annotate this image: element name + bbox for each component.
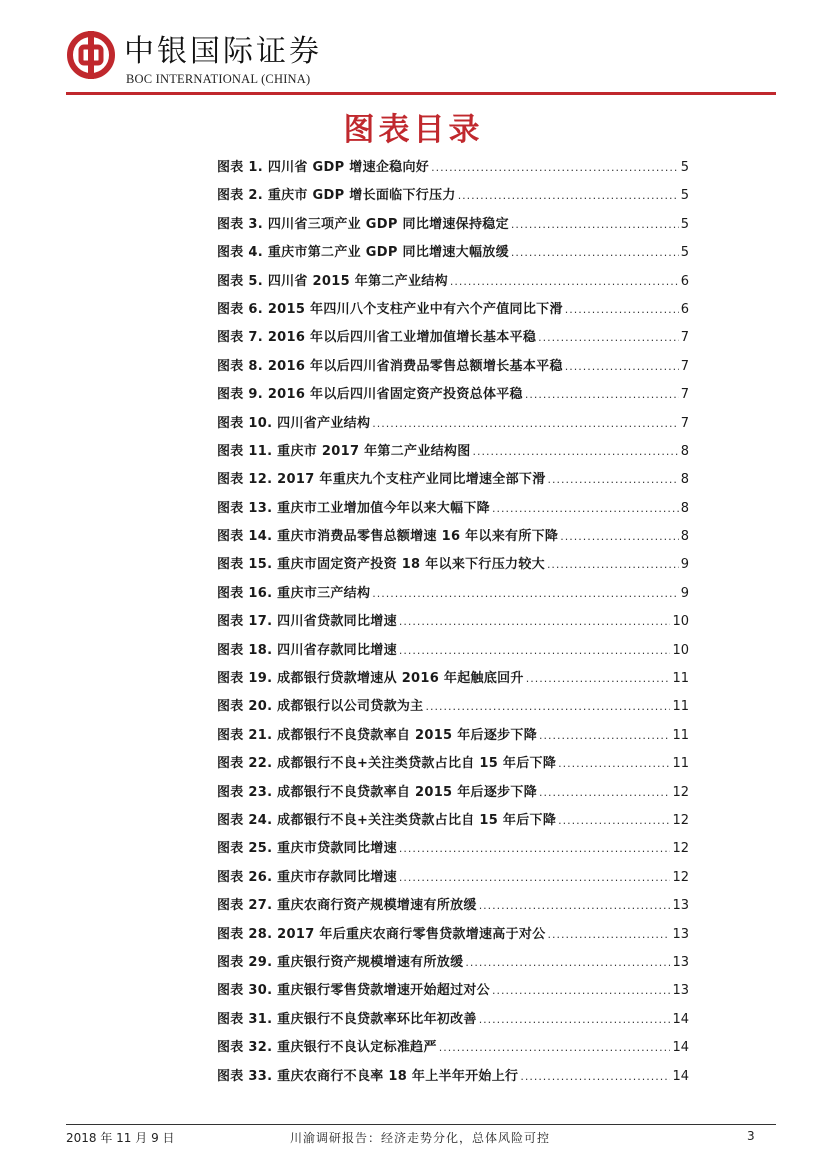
- toc-item[interactable]: [217, 440, 689, 468]
- footer-report-title: 川渝调研报告：经济走势分化，总体风险可控: [290, 1131, 551, 1145]
- toc-dot-leader: [425, 700, 670, 713]
- toc-dot-leader: [511, 218, 679, 231]
- toc-dot-leader: [431, 161, 679, 174]
- toc-item-page: 13: [672, 954, 689, 970]
- toc-item-page: 7: [680, 358, 689, 374]
- toc-item[interactable]: [217, 412, 689, 440]
- toc-item-page: 13: [672, 926, 689, 942]
- toc-item-label: 图表 15. 重庆市固定资产投资 18 年以来下行压力较大: [217, 557, 545, 573]
- toc-item-label: 图表 31. 重庆银行不良贷款率环比年初改善: [217, 1011, 477, 1027]
- header-divider: [66, 92, 776, 95]
- toc-item[interactable]: [217, 837, 689, 865]
- toc-item-page: 14: [672, 1068, 689, 1084]
- toc-dot-leader: [558, 757, 670, 770]
- toc-item[interactable]: [217, 923, 689, 951]
- toc-item[interactable]: [217, 213, 689, 241]
- toc-dot-leader: [565, 303, 679, 316]
- brand-name-en: BOC INTERNATIONAL (CHINA): [126, 72, 311, 86]
- toc-dot-leader: [511, 246, 679, 259]
- toc-item-page: 9: [680, 585, 689, 601]
- toc-item-page: 7: [680, 330, 689, 346]
- brand-name-cn: 中银国际证券: [124, 34, 322, 69]
- toc-dot-leader: [565, 360, 679, 373]
- toc-item-page: 6: [680, 273, 689, 289]
- toc-item[interactable]: [217, 582, 689, 610]
- toc-item-label: 图表 2. 重庆市 GDP 增长面临下行压力: [217, 188, 456, 204]
- toc-item-label: 图表 21. 成都银行不良贷款率自 2015 年后逐步下降: [217, 727, 538, 743]
- toc-item-label: 图表 25. 重庆市贷款同比增速: [217, 841, 397, 857]
- toc-dot-leader: [526, 672, 671, 685]
- footer-date: 2018 年 11 月 9 日: [66, 1131, 175, 1145]
- toc-item[interactable]: [217, 326, 689, 354]
- toc-item[interactable]: [217, 355, 689, 383]
- toc-item[interactable]: [217, 951, 689, 979]
- toc-dot-leader: [538, 331, 679, 344]
- toc-item[interactable]: [217, 809, 689, 837]
- toc-item-label: 图表 13. 重庆市工业增加值今年以来大幅下降: [217, 500, 490, 516]
- toc-item-page: 13: [672, 983, 689, 999]
- toc-dot-leader: [450, 275, 679, 288]
- toc-dot-leader: [548, 473, 679, 486]
- toc-item[interactable]: [217, 894, 689, 922]
- toc-item-page: 5: [680, 160, 689, 175]
- toc-dot-leader: [539, 729, 670, 742]
- toc-item-label: 图表 28. 2017 年后重庆农商行零售贷款增速高于对公: [217, 926, 546, 942]
- toc-item-page: 5: [680, 245, 689, 261]
- toc-item-label: 图表 6. 2015 年四川八个支柱产业中有六个产值同比下滑: [217, 301, 563, 317]
- toc-item[interactable]: [217, 156, 689, 184]
- toc-item[interactable]: [217, 1036, 689, 1064]
- toc-dot-leader: [558, 814, 670, 827]
- toc-dot-leader: [547, 558, 679, 571]
- toc-item[interactable]: [217, 781, 689, 809]
- toc-item-label: 图表 9. 2016 年以后四川省固定资产投资总体平稳: [217, 387, 523, 403]
- toc-dot-leader: [479, 1013, 671, 1026]
- toc-item[interactable]: [217, 979, 689, 1007]
- toc-dot-leader: [539, 786, 670, 799]
- toc-item-page: 10: [672, 642, 689, 658]
- toc-dot-leader: [525, 388, 679, 401]
- toc-item-page: 14: [672, 1040, 689, 1056]
- toc-item-label: 图表 4. 重庆市第二产业 GDP 同比增速大幅放缓: [217, 245, 509, 261]
- toc-dot-leader: [399, 871, 671, 884]
- toc-item-label: 图表 3. 四川省三项产业 GDP 同比增速保持稳定: [217, 216, 509, 232]
- toc-item-label: 图表 19. 成都银行贷款增速从 2016 年起触底回升: [217, 671, 524, 687]
- toc-item-page: 12: [672, 869, 689, 885]
- toc-item-label: 图表 14. 重庆市消费品零售总额增速 16 年以来有所下降: [217, 529, 559, 545]
- toc-item[interactable]: [217, 184, 689, 212]
- toc-item-label: 图表 27. 重庆农商行资产规模增速有所放缓: [217, 898, 477, 914]
- toc-item[interactable]: [217, 525, 689, 553]
- toc-item-label: 图表 20. 成都银行以公司贷款为主: [217, 699, 424, 715]
- table-of-figures: [217, 156, 689, 1093]
- toc-item-label: 图表 12. 2017 年重庆九个支柱产业同比增速全部下滑: [217, 472, 546, 488]
- toc-item-page: 5: [680, 216, 689, 232]
- toc-dot-leader: [473, 445, 679, 458]
- toc-item-label: 图表 18. 四川省存款同比增速: [217, 642, 397, 658]
- toc-dot-leader: [439, 1041, 671, 1054]
- toc-item-page: 13: [672, 898, 689, 914]
- toc-item-page: 8: [680, 529, 689, 545]
- toc-item-label: 图表 23. 成都银行不良贷款率自 2015 年后逐步下降: [217, 784, 538, 800]
- toc-item-label: 图表 17. 四川省贷款同比增速: [217, 614, 397, 630]
- toc-item[interactable]: [217, 270, 689, 298]
- toc-item[interactable]: [217, 866, 689, 894]
- toc-item-label: 图表 29. 重庆银行资产规模增速有所放缓: [217, 954, 464, 970]
- page-title: 图表目录: [343, 112, 484, 148]
- toc-dot-leader: [492, 984, 670, 997]
- toc-dot-leader: [560, 530, 678, 543]
- toc-dot-leader: [479, 899, 671, 912]
- toc-item-label: 图表 11. 重庆市 2017 年第二产业结构图: [217, 443, 471, 459]
- toc-item-page: 12: [672, 784, 689, 800]
- toc-item-label: 图表 22. 成都银行不良+关注类贷款占比自 15 年后下降: [217, 756, 557, 772]
- toc-item-label: 图表 24. 成都银行不良+关注类贷款占比自 15 年后下降: [217, 812, 557, 828]
- toc-dot-leader: [372, 417, 678, 430]
- toc-dot-leader: [372, 587, 678, 600]
- toc-item-label: 图表 7. 2016 年以后四川省工业增加值增长基本平稳: [217, 330, 537, 346]
- footer-divider: [66, 1124, 776, 1125]
- toc-item-label: 图表 1. 四川省 GDP 增速企稳向好: [217, 160, 430, 175]
- footer-page-number: 3: [747, 1129, 755, 1143]
- toc-item[interactable]: [217, 298, 689, 326]
- toc-item-page: 12: [672, 812, 689, 828]
- toc-item-page: 7: [680, 415, 689, 431]
- toc-item-label: 图表 5. 四川省 2015 年第二产业结构: [217, 273, 448, 289]
- toc-item-page: 11: [672, 727, 689, 743]
- page-header: [66, 30, 776, 96]
- toc-item-page: 8: [680, 472, 689, 488]
- toc-item-label: 图表 8. 2016 年以后四川省消费品零售总额增长基本平稳: [217, 358, 563, 374]
- toc-dot-leader: [492, 502, 679, 515]
- toc-item[interactable]: [217, 695, 689, 723]
- toc-item-page: 8: [680, 443, 689, 459]
- toc-dot-leader: [465, 956, 670, 969]
- toc-item[interactable]: [217, 1065, 689, 1093]
- toc-item[interactable]: [217, 1008, 689, 1036]
- toc-item-page: 11: [672, 699, 689, 715]
- toc-item-page: 11: [672, 671, 689, 687]
- toc-item[interactable]: [217, 383, 689, 411]
- toc-item[interactable]: [217, 610, 689, 638]
- toc-dot-leader: [399, 615, 671, 628]
- boc-logo-icon: [66, 30, 116, 80]
- toc-item[interactable]: [217, 639, 689, 667]
- toc-item-page: 8: [680, 500, 689, 516]
- toc-item[interactable]: [217, 752, 689, 780]
- toc-dot-leader: [458, 189, 679, 202]
- toc-item[interactable]: [217, 468, 689, 496]
- toc-item[interactable]: [217, 553, 689, 581]
- toc-item-label: 图表 10. 四川省产业结构: [217, 415, 371, 431]
- toc-item[interactable]: [217, 667, 689, 695]
- toc-dot-leader: [520, 1070, 670, 1083]
- toc-item-page: 10: [672, 614, 689, 630]
- toc-dot-leader: [548, 928, 671, 941]
- toc-item-page: 12: [672, 841, 689, 857]
- toc-item-label: 图表 26. 重庆市存款同比增速: [217, 869, 397, 885]
- toc-dot-leader: [399, 644, 671, 657]
- toc-item-page: 9: [680, 557, 689, 573]
- toc-item-label: 图表 16. 重庆市三产结构: [217, 585, 371, 601]
- toc-item-page: 14: [672, 1011, 689, 1027]
- toc-dot-leader: [399, 842, 671, 855]
- toc-item-page: 5: [680, 188, 689, 204]
- toc-item[interactable]: [217, 497, 689, 525]
- toc-item[interactable]: [217, 724, 689, 752]
- toc-item-label: 图表 32. 重庆银行不良认定标准趋严: [217, 1040, 437, 1056]
- toc-item-page: 7: [680, 387, 689, 403]
- toc-item-label: 图表 33. 重庆农商行不良率 18 年上半年开始上行: [217, 1068, 519, 1084]
- toc-item-label: 图表 30. 重庆银行零售贷款增速开始超过对公: [217, 983, 490, 999]
- toc-item-page: 11: [672, 756, 689, 772]
- toc-item[interactable]: [217, 241, 689, 269]
- toc-item-page: 6: [680, 301, 689, 317]
